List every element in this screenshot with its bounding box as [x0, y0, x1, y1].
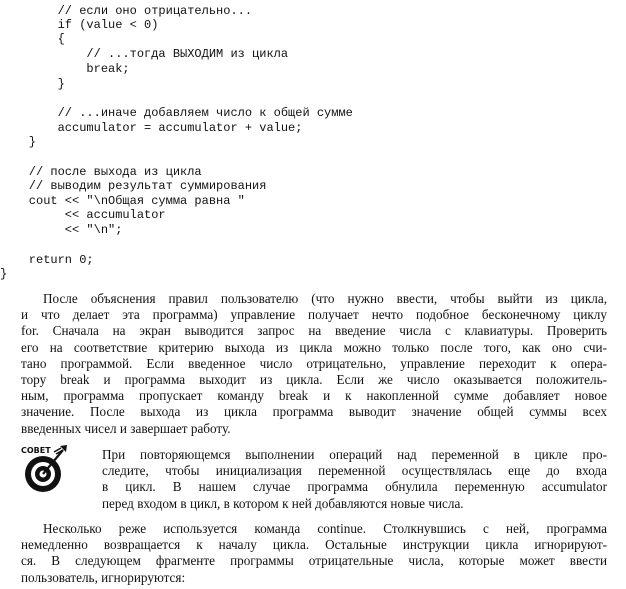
paragraph-line: ся. В следующем фрагменте программы отрицательные числа, которые может ввести — [21, 553, 607, 569]
code-line: // ...иначе добавляем число к общей сумме — [0, 106, 353, 120]
paragraph-line: и что делает эта программа) управление получает нечто подобное бесконечному циклу — [21, 307, 607, 323]
paragraph-line: введенных чисел и завершает работу. — [21, 420, 231, 436]
paragraph-line: его на соответствие критерию выхода из цикла можно только после того, как оно счи- — [21, 339, 607, 355]
code-line: { — [0, 32, 65, 46]
code-line: } — [0, 267, 8, 281]
paragraph-line: ным, программа пропускает команду break и к накопленной сумме добавляет новое — [21, 388, 607, 404]
code-line: // после выхода из цикла — [0, 165, 202, 179]
paragraph-break-explanation — [21, 291, 607, 437]
tip-line: При повторяющемся выполнении операций над переменной в цикле про- — [102, 447, 607, 462]
code-line: << accumulator — [0, 208, 166, 222]
tip-line: в цикл. В нашем случае программа обнулила переменную accumulator — [102, 479, 607, 495]
paragraph-line: значение. После выхода из цикла программа выводит значение общей суммы всех — [21, 404, 607, 420]
paragraph-line: тано программой. Если введенное число отрицательно, управление переходит к опера- — [21, 355, 607, 371]
paragraph-line: Несколько реже используется команда continue. Столкнувшись с ней, программа — [43, 521, 607, 536]
code-line: << "\n"; — [0, 223, 123, 237]
paragraph-continue-explanation — [21, 521, 607, 586]
code-line: // выводим результат суммирования — [0, 179, 267, 193]
code-line: } — [0, 77, 65, 91]
tip-icon-label: СОВЕТ — [21, 446, 51, 455]
paragraph-line: пользователь, игнорируются: — [21, 569, 186, 585]
code-line: accumulator = accumulator + value; — [0, 121, 303, 135]
target-arrow-icon — [18, 442, 70, 494]
tip-text — [102, 447, 607, 512]
code-line: // ...тогда ВЫХОДИМ из цикла — [0, 47, 289, 61]
code-line: } — [0, 135, 37, 149]
code-line: break; — [0, 62, 130, 76]
tip-line: следите, чтобы инициализация переменной осуществлялась еще до входа — [102, 463, 607, 479]
paragraph-line: После объяснения правил пользователю (что нужно ввести, чтобы выйти из цикла, — [43, 291, 607, 306]
paragraph-line: немедленно возвращается к началу цикла. Остальные инструкции цикла игнорируют- — [21, 537, 607, 553]
paragraph-line: тору break и программа выходит из цикла. Если же число оказывается положитель- — [21, 372, 607, 388]
code-line: if (value < 0) — [0, 18, 159, 32]
code-line: return 0; — [0, 253, 94, 267]
code-line: // если оно отрицательно... — [0, 4, 253, 18]
code-line: cout << "\nОбщая сумма равна " — [0, 194, 245, 208]
tip-line: перед входом в цикл, в котором к ней добавляются новые числа. — [102, 495, 464, 511]
paragraph-line: for. Сначала на экран выводится запрос на введение числа с клавиатуры. Проверить — [21, 323, 607, 339]
